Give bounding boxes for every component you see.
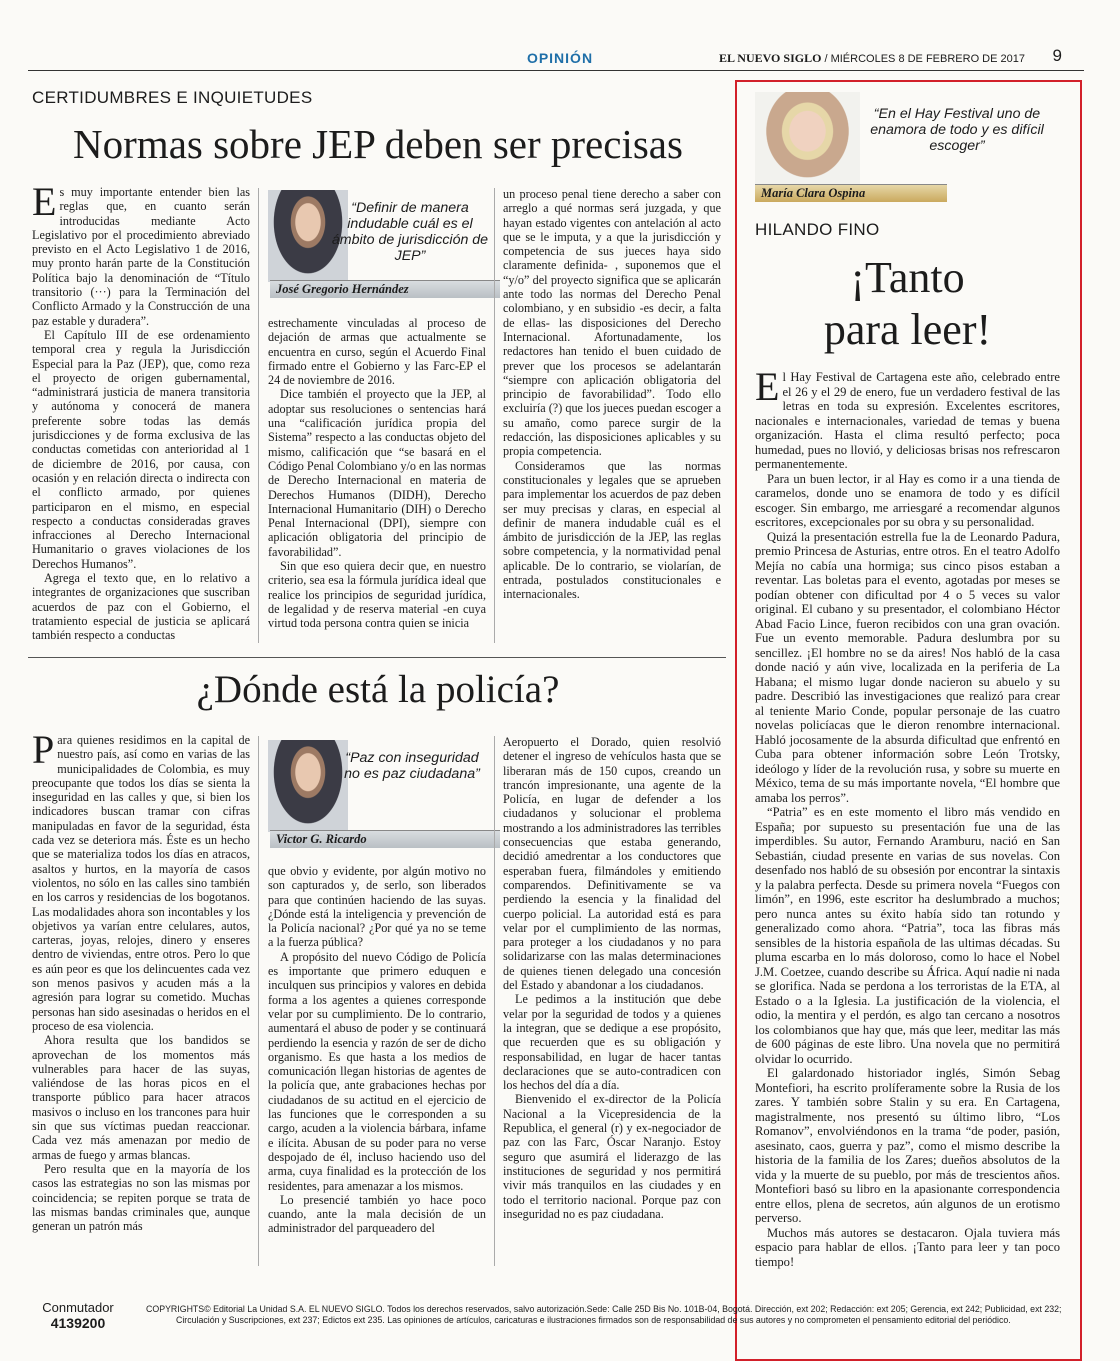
article1-paragraph: Agrega el texto que, en lo relativo a integrantes de organizaciones que suscriban acuerdos de paz con el Gobierno, el tratamiento especial de justicia se aplicará también respecto a conductas: [32, 571, 250, 643]
sidebar-paragraph: Muchos más autores se destacaron. Ojala tuviera más espacio para hablar de ellos. ¡Tanto para leer y tan poco tiempo!: [755, 1225, 1060, 1269]
footer-line-2: Circulación y Suscripciones, ext 237; Edictos ext 235. Las opiniones de artículos, caricaturas e ilustraciones firmados son de responsabilidad de sus autores y no comprometen el pensamiento editorial del periódico.: [176, 1315, 1011, 1325]
switchboard-block: [28, 1300, 128, 1331]
issue-date: / MIÉRCOLES 8 DE FEBRERO DE 2017: [821, 53, 1025, 65]
article2-paragraph: Pero resulta que en la mayoría de los casos las estrategias no son las mismas por coincidencia; se repiten porque se trata de las mismas bandas criminales que, aunque generan un patrón más: [32, 1161, 250, 1234]
switchboard-label: Conmutador: [42, 1300, 114, 1315]
sidebar-body: [755, 370, 1060, 1352]
sidebar-pull-quote: “En el Hay Festival uno de enamora de todo y es difícil escoger”: [870, 106, 1044, 154]
drop-cap: E: [32, 185, 57, 224]
article1-pull-quote: “Definir de manera indudable cuál es el ámbito de jurisdicción de JEP”: [331, 200, 489, 264]
newspaper-date-line: [719, 51, 1025, 66]
sidebar-headline-line-1: ¡Tanto: [850, 253, 965, 302]
drop-cap: P: [32, 733, 55, 772]
sidebar-paragraph: Para un buen lector, ir al Hay es como ir a una tienda de caramelos, donde uno se enamora de todo y es difícil escoger. Sin embargo, me arriesgaré a recomendar algunos escritores, excepcionales por su obra y su personalidad.: [755, 471, 1060, 529]
column-divider: [494, 736, 495, 1266]
article2-column-3: [503, 735, 721, 1268]
sidebar-headline-line-2: para leer!: [823, 305, 992, 354]
sidebar-author: María Clara Ospina: [755, 184, 947, 202]
column-divider: [258, 188, 259, 643]
footer-copyright: [146, 1304, 1086, 1326]
article1-column-3: [503, 187, 721, 647]
article2-paragraph: Ahora resulta que los bandidos se aprovechan de los momentos más vulnerables para hacer de las suyas, valiéndose de las horas picos en el transporte público para hacer atracos masivos o incluso en los trancones para huir sin que sus víctimas puedan reaccionar. Cada vez más amenazan por medio de armas de fuego y armas blancas.: [32, 1033, 250, 1162]
page-number: 9: [1052, 46, 1062, 65]
article1-author: José Gregorio Hernández: [270, 280, 500, 298]
article1-column-2: [268, 316, 486, 646]
sidebar-paragraph: “Patria” es en este momento el libro más vendido en España; por supuesto su presentación fue una de las imperdibles. Su autor, Fernando Aramburu, nació en San Sebastián, ciudad presente en varias de sus novelas. Con desenfado nos habló de su obsesión por encontrar la sintaxis y la palabra perfecta. Desde su primera novela “Fuegos con limón”, en 1996, este escritor ha deslumbrado a muchos; pero nunca antes su éxito había sido tan rotundo y generalizado como ahora. “Patria”, toca las fibras más sensibles de la historia española de las ultimas décadas. Su pluma escarba en lo más doloroso, como lo hace el Nobel J.M. Coetzee, cuando describe su África. Aquí nadie ni nada se glorifica. Nada se perdona a los terroristas de la ETA, al Estado o a la Iglesia. La justificación de la violencia, el odio, la mentira y el perdón, es algo tan cercano a nosotros los colombianos que hay que, más que leer, meditar las más de 600 páginas de este libro. Una novela que no permitirá olvidar lo ocurrido.: [755, 805, 1060, 1066]
column-divider: [494, 188, 495, 643]
article1-headline: Normas sobre JEP deben ser precisas: [73, 121, 683, 167]
author-photo-ospina: [755, 92, 860, 190]
sidebar-paragraph: Quizá la presentación estrella fue la de Leonardo Padura, premio Princesa de Asturias, entre otros. En el teatro Adolfo Mejía no cabía una hormiga; sus cinco pisos estaban a reventar. Las boletas para el evento, agotadas por meses se podían obtener con dificultad por 4 o 5 veces su valor original. El cubano y su presentador, el colombiano Héctor Abad Facio Lince, fueron recibidos con una gran ovación. Fue un evento memorable. Padura deslumbra por su sencillez. ¡El hombre no se da aires! Nos habló de la casa donde nació y aún vive, localizada en la periferia de La Habana; el mismo lugar donde nacieron su abuelo y su padre. Describió las investigaciones que realizó para crear al teniente Mario Conde, popular personaje de las cuatro novelas policíacas que le dieron renombre internacional. Habló jocosamente de la absurda dificultad que enfrentó en Cuba para obtener información sobre León Trotsky, ideólogo y líder de la revolución rusa, y sobre su muerte en México, tema de su más importante novela, “El hombre que amaba los perros”.: [755, 529, 1060, 805]
article1-paragraph: un proceso penal tiene derecho a saber con arreglo a qué normas será juzgada, y que hayan estado vigentes con antelación al acto que se le imputa, y a que la jurisdicción y competencia de sus jueces haya sido claramente definida- , suponemos que el “y/o” del proyecto significa que se aplicarán ante todo las normas del Derecho Penal colombiano, y en subsidio -es decir, a falta de ellas- las disposiciones del Derecho Internacional. Afortunadamente, los redactores han tenido el buen cuidado de prever que los procesos se adelantarán “siempre con aplicación obligatoria del principio de favorabilidad”. Todo ello excluiría (?) que los jueces puedan escoger a su amaño, como parece surgir de la redacción, las disposiciones aplicables y su propia competencia.: [503, 187, 721, 459]
section-name: OPINIÓN: [526, 50, 594, 66]
article2-headline: ¿Dónde está la policía?: [196, 668, 560, 711]
article1-kicker: CERTIDUMBRES E INQUIETUDES: [32, 88, 313, 107]
article2-paragraph: A propósito del nuevo Código de Policía es importante que primero eduquen e inculquen sus principios y valores en debida forma a los agentes a quienes corresponde velar por su cumplimiento. De lo contrario, aumentará el abuso de poder y se continuará perdiendo la esencia y razón de ser de dicho organismo. Es que hasta a los medios de comunicación llegan historias de agentes de la policía que, ante grabaciones hechas por ciudadanos de su actitud en el ejercicio de las funciones que le corresponden a su cargo, acuden a la violencia bárbara, infame e ilícita. Abusan de su poder para no verse despojado de él, incluso haciendo uso del arma, cuya finalidad es la protección de los residentes, para amenazar a los mismos.: [268, 949, 486, 1193]
article1-paragraph: estrechamente vinculadas al proceso de dejación de armas que actualmente se encuentra en curso, según el Acuerdo Final firmado entre el Gobierno y las Farc-EP el 24 de noviembre de 2016.: [268, 316, 486, 388]
article1-paragraph: Dice también el proyecto que la JEP, al adoptar sus resoluciones o sentencias hará una “calificación jurídica propia del Sistema” respecto a las conductas objeto del mismo, calificación que “se basará en el Código Penal Colombiano y/o en las normas de Derecho Internacional en materia de Derechos Humanos (DIDH), Derecho Internacional Humanitario (DIH) o Derecho Penal Internacional (DPI), siempre con aplicación obligatoria del principio de favorabilidad”.: [268, 387, 486, 559]
sidebar-kicker: HILANDO FINO: [755, 220, 880, 239]
article1-paragraph: Consideramos que las normas constitucionales y legales que se aprueben para implementar los acuerdos de paz deben ser muy precisas y claras, en especial al definir de manera indudable cuál es el ámbito de jurisdicción de la JEP, las reglas sobre competencia, y la normatividad penal aplicable. De lo contrario, se violarían, de entrada, postulados constitucionales e internacionales.: [503, 458, 721, 602]
sidebar-paragraph: El Hay Festival de Cartagena este año, celebrado entre el 26 y el 29 de enero, fue un verdadero festival de las letras en toda su expresión. Excelentes escritores, nacionales e internacionales, variedad de temas y buena organización. Hasta el clima resultó perfecto; poca humedad, pues no llovió, y deliciosas brisas nos refrescaron permanentemente.: [755, 370, 1060, 471]
article2-paragraph: Lo presencié también yo hace poco cuando, ante la mala decisión de un administrador del parqueadero del: [268, 1192, 486, 1236]
footer-line-1: COPYRIGHTS© Editorial La Unidad S.A. EL NUEVO SIGLO. Todos los derechos reservados, salvo autorización.Sede: Calle 25D Bis No. 101B-04, Bogotá. Dirección, ext 202; Redacción: ext 205; Gerencia, ext 242; Publicidad, ext 232;: [146, 1304, 1062, 1314]
article1-paragraph: Es muy importante entender bien las reglas que, en cuanto serán introducidas mediante Acto Legislativo por el procedimiento abreviado previsto en el Acto Legislativo 1 de 2016, muy pronto harán parte de la Constitución Política bajo la denominación de “Título transitorio (···) para la Terminación del Conflicto Armado y la Construcción de una paz estable y duradera”.: [32, 185, 250, 328]
article2-paragraph: Aeropuerto el Dorado, quien resolvió detener el ingreso de vehículos hasta que se liberaran más de 150 cupos, creando un trancón impresionante, una agente de la Policía, en lugar de defender a los ciudadanos y solucionar el problema mostrando a los administradores las terribles consecuencias que estaba generando, decidió amedrentar a los conductores que esperaban fuera, filmándoles y emitiendo comparendos. Definitivamente se va perdiendo la esencia y la finalidad del cuerpo policial. La autoridad está es para velar por el cumplimiento de las normas, para proteger a los ciudadanos y no para solidarizarse con las malas determinaciones de quienes tienen delegado una concesión del Estado y abandonar a los ciudadanos.: [503, 735, 721, 993]
article1-paragraph: Sin que eso quiera decir que, en nuestro criterio, sea esa la fórmula jurídica ideal que realice los principios de seguridad jurídica, de legalidad y de reserva material -en cuya virtud toda persona contra quien se inicia: [268, 559, 486, 631]
sidebar-headline: [740, 252, 1075, 356]
header-rule: [28, 70, 1084, 71]
article2-paragraph: Para quienes residimos en la capital de nuestro país, así como en varias de las municipalidades de Colombia, es muy preocupante que todos los días se sienta la inseguridad en las calles y que, si bien los indicadores buscan tramar con cifras manipuladas en favor de la seguridad, ésta cada vez se deteriora más. Éste es un hecho que se materializa todos los días en atracos, asaltos y hurtos, en la mayoría de casos violentos, no sólo en las calles sino también en los carros y residencias de los bogotanos. Las modalidades ahora son incontables y los objetivos ya varían entre celulares, autos, carteras, joyas, relojes, dinero y enseres dentro de viviendas, entre otros. Pero lo que es aún peor es que los delincuentes cada vez son menos pasivos y acuden más a la agresión para lograr su cometido. Muchas personas han sido asesinadas o heridos en el proceso de esa violencia.: [32, 733, 250, 1033]
article-divider: [28, 657, 726, 658]
column-divider: [258, 736, 259, 1266]
article2-paragraph: que obvio y evidente, por algún motivo no son capturados y, de serlo, son liberados para que continúen haciendo de las suyas. ¿Dónde está la inteligencia y prevención de la Policía nacional? ¿Por qué ya no se teme a la fuerza pública?: [268, 864, 486, 950]
article2-pull-quote: “Paz con inseguridad no es paz ciudadana”: [344, 750, 480, 782]
newspaper-name: EL NUEVO SIGLO: [718, 51, 822, 65]
article2-paragraph: Bienvenido el ex-director de la Policía Nacional a la Vicepresidencia de la Republica, el general (r) y ex-negociador de paz con las Farc, Óscar Naranjo. Estoy seguro que asumirá el liderazgo de las instituciones de seguridad y nos permitirá vivir más tranquilos en las ciudades y en todo el territorio nacional. Porque paz con inseguridad no es paz ciudadana.: [503, 1092, 721, 1221]
article2-column-1: [32, 733, 250, 1268]
author-photo-ricardo: [268, 740, 348, 832]
article1-column-1: [32, 185, 250, 645]
switchboard-number: 4139200: [50, 1315, 106, 1331]
drop-cap: E: [755, 370, 780, 409]
article1-paragraph: El Capítulo III de ese ordenamiento temporal crea y regula la Jurisdicción Especial para la Paz (JEP), que, como reza el proyecto de origen gubernamental, “administrará justicia de manera transitoria y autónoma y conocerá de manera preferente sobre todas las demás jurisdicciones y de forma exclusiva de las conductas cometidas con anterioridad al 1 de diciembre de 2016, por causa, con ocasión y en relación directa o indirecta con el conflicto armado, por quienes participaron en el mismo, en especial respecto a conductas consideradas graves infracciones al Derecho Internacional Humanitario o graves violaciones de los Derechos Humanos”.: [32, 327, 250, 571]
article2-author: Victor G. Ricardo: [270, 830, 500, 848]
article2-paragraph: Le pedimos a la institución que debe velar por la seguridad de todos y a quienes la integran, que se dedique a ese propósito, que recuerden que es su obligación y responsabilidad, en lugar de hacer tantas declaraciones que se auto-contradicen con los hechos del día a día.: [503, 992, 721, 1093]
sidebar-paragraph: El galardonado historiador inglés, Simón Sebag Montefiori, ha escrito prolíferamente sobre la Rusia de los zares. Y también sobre Stalin y su era. En Cartagena, magistralmente, nos presentó su último libro, “Los Romanov”, envolviéndonos en la trama “de poder, pasión, asesinato, caos, guerra y paz”, como el mismo describe la historia de la familia de los Zares; dueños absolutos de la vida y la muerte de su pueblo, por más de trescientos años. Montefiori basó su libro en la apasionante correspondencia entre ellos, plena de secretos, aún algunos de un erotismo perverso.: [755, 1066, 1060, 1225]
article2-column-2: [268, 864, 486, 1268]
